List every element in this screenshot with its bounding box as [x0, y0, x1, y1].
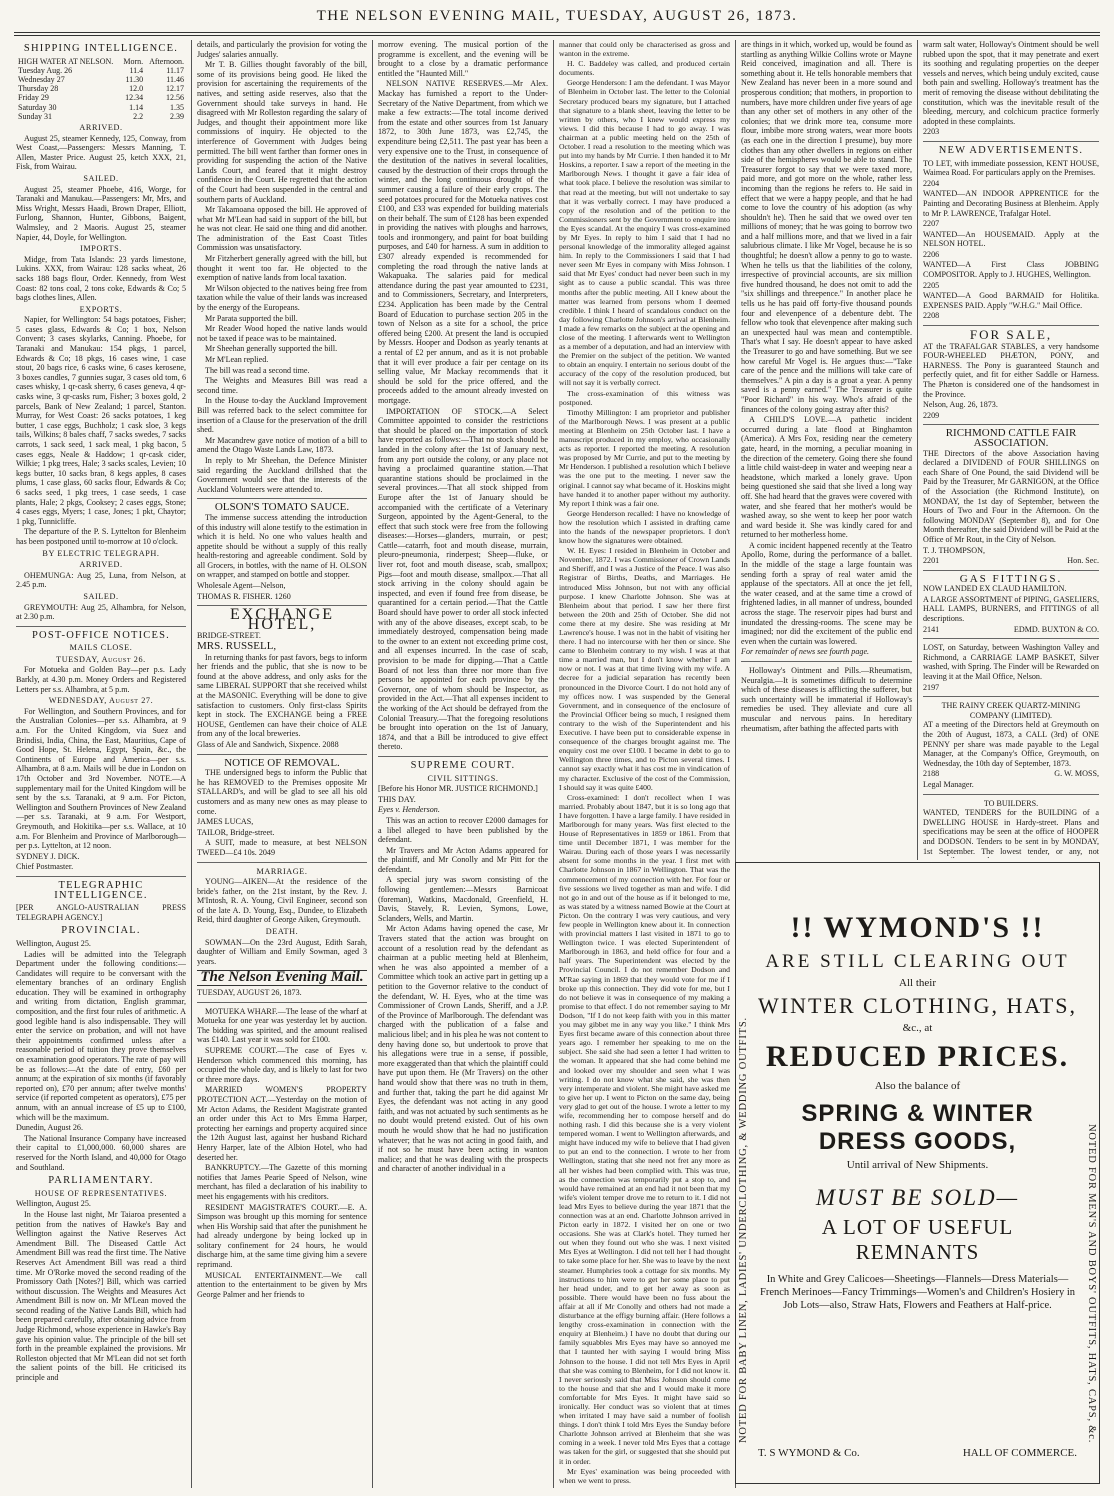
ad-footer: [923, 769, 1099, 779]
paper-date: TUESDAY, AUGUST 26, 1873.: [197, 988, 302, 998]
paragraph: The cross-examination of this witness was postponed.: [559, 388, 730, 407]
rule: [923, 141, 1099, 142]
ad-body: In White and Grey Calicoes—Sheetings—Flannels—Dress Materials—French Merinoes—Fancy Trimmings—Women's and Children's Hosiery in Job Lots—also, Straw Hats, Flowers and Feathers at Half-price.: [760, 1274, 1075, 1311]
paragraph: August 25, steamer Kennedy, 125, Conway, from West Coast,—Passengers: Messrs Manning, T. Allen, Master Price. August 25, ketch XXX, 21, Fisk, from Wairau.: [16, 133, 186, 172]
ad-body: WANTED, TENDERS for the BUILDING of a DWELLING HOUSE in Hardy-street. Plans and specifications may be seen at the office of HOOPER and DODSON. Tenders to be sent in by MONDAY, 1st September. The lowest tender, or any, not: [923, 808, 1099, 856]
rule: [741, 661, 912, 662]
court-case: Eyes v. Henderson.: [378, 805, 440, 815]
paragraph: Mr Sheehan generally supported the bill.: [205, 344, 338, 354]
subhead: WEDNESDAY, August 27.: [48, 696, 154, 706]
subhead: SAILED.: [83, 591, 119, 601]
section-title: NEW ADVERTISEMENTS.: [938, 144, 1084, 156]
section-title: TELEGRAPHIC INTELLIGENCE.: [54, 879, 148, 901]
ad-signature: EDMD. BUXTON & CO.: [1013, 624, 1099, 634]
paragraph: warm salt water, Holloway's Ointment should be well rubbed upon the spot, that it may penetrate and exert its soothing and regulating properties on the deeper vessels and nerves, which being unduly excited, cause both pain and swelling. Holloway's treatment has the merit of removing the disease without debilitating the constitution, which was the inevitable result of the bleeding, mercury, and colchicum practice formerly adopted in these complaints.: [923, 40, 1099, 126]
ad-signature-role: Legal Manager.: [923, 779, 974, 789]
ad-title: OLSON'S TOMATO SAUCE.: [214, 501, 350, 514]
paragraph: Mr T. B. Gillies thought favorably of the bill, some of its provisions being good. He liked the provision for ascertaining the requirements of the natives, and setting aside reserves, also that the Government should take surveys in hand. He disagreed with Mr Rolleston regarding the salary of Judges, and thought their appointment more like commissions of inquiry. He objected to the interference of Government with Judges being permitted. The bill went farther than former ones in providing for suspending the action of the Native Lands Court, and feared that it might destroy confidence in the Court. He regretted that the action of the Court had been suspended in the central and southern parts of Auckland.: [197, 60, 367, 204]
paragraph: details, and particularly the provision for voting the Judges' salaries annually.: [197, 40, 367, 59]
subhead: DEATH.: [265, 927, 299, 937]
ad-number: 2203: [923, 127, 940, 137]
paragraph: MUSICAL ENTERTAINMENT.—We call attention to the entertainment to be given by Mrs George Palmer and her friends to: [197, 1270, 367, 1299]
ad-signature: T. J. THOMPSON,: [923, 545, 985, 555]
ad-number: 2209: [923, 410, 940, 420]
rule: [197, 1002, 367, 1003]
ad-line: ARE STILL CLEARING OUT: [765, 951, 1070, 972]
notice: SOWMAN—On the 23rd August, Edith Sarah, daughter of William and Emily Sowman, aged 3 years.: [197, 937, 367, 966]
ad-agent: Wholesale Agent—Nelson,: [197, 581, 286, 591]
paragraph: Mr Fitzherbert generally agreed with the bill, but thought it went too far. He objected to the exemption of native lands from local taxation.: [197, 254, 367, 283]
column-separator: [191, 40, 192, 1488]
subhead: CIVIL SITTINGS.: [427, 773, 499, 783]
ad-signature: G. W. MOSS,: [1054, 769, 1099, 779]
ad-line: &c., at: [902, 1022, 933, 1034]
tide-row: Saturday 30 1.14 1.35: [18, 102, 184, 112]
ad-title: THE RAINY CREEK QUARTZ-MINING COMPANY (LIMITED).: [941, 701, 1081, 720]
paragraph: GREYMOUTH: Aug 25, Alhambra, for Nelson, at 2.30 p.m.: [16, 602, 186, 622]
ad-line: WINTER CLOTHING, HATS,: [758, 993, 1077, 1018]
ad-body: WANTED—AN INDOOR APPRENTICE for the Painting and Decorating Business at Blenheim. Apply to Mr P. LAWRENCE, Trafalgar Hotel.: [923, 189, 1099, 218]
section-title: SHIPPING INTELLIGENCE.: [23, 43, 179, 54]
court-day: THIS DAY.: [378, 794, 416, 804]
ad-footer: [923, 625, 1099, 635]
ad-title: FOR SALE,: [969, 327, 1053, 343]
ad-subtitle: NOW LANDED EX CLAUD HAMILTON.: [923, 584, 1067, 594]
ad-signature: THOMAS R. FISHER. 1260: [197, 591, 291, 601]
paragraph: W. H. Eyes: I resided in Blenheim in October and November, 1872. I was Commissioner of Crown Lands and Sheriff, and I was a Justice of the Peace. I was also Registrar of Births, Deaths, and Marriages. He introduced Miss Johnson, but not with any official purpose. I knew Charlotte Johnson. She was at Blenheim about that period. I saw her there first between the 20th and 25th of October. She did not come there at my desire. She was residing at Mr Lawrence's house. I was not in the habit of visiting her there. I had no intercourse with her then or since. She came to Blenheim contrary to my wish. I was at that time a married man, but I don't know whether I am now or not. I was at that time living with my wife. A decree for a judicial separation has recently been pronounced in the Divorce Court. I do not hold any of my offices now. I was suspended by the General Government, and in consequence of the enclosure of the Provincial Officer being so much, I resigned them contrary to the wish of the Superintendent and his Executive. I have been put to considerable expense in consequence of the charges brought against me. The enquiry cost me over £100. I became in debt to go to Wellington three times, and to Picton several times. I cannot say exactly what it has cost me in vindication of my character. Exclusive of the cost of the Commission, I should say it was quite £400.: [559, 546, 730, 792]
tide-header: Morn.: [123, 56, 144, 66]
paragraph: H. C. Baddeley was called, and produced certain documents.: [559, 59, 730, 78]
masthead-rule: [14, 32, 1100, 33]
ad-number: 2188: [923, 769, 940, 779]
paragraph: A comic incident happened recently at the Teatro Apollo, Rome, during the performance of a ballet. In the middle of the stage a large fountain was sending forth a spray of real water amid the applause of the spectators. All at once the jet fell, the water ceased, and at the same time a crowd of frightened ladies, in all manner of undress, bounded across the stage. The reservoir pipes had burst and inundated the dressing-rooms. The scene may be imagined; nor did the excitement of the public end even when the curtain was lowered.: [741, 540, 912, 646]
tide-row: Thursday 28 12.0 12.17: [18, 84, 184, 94]
ad-number: 2201: [923, 556, 940, 566]
paragraph: NELSON NATIVE RESERVES.—Mr Alex. Mackay has furnished a report to the Under-Secretary of the Native Department, from which we make a few extracts:—The total income derived from the estate and other sources from 1st January 1872, to 30th June 1873, was £2,745, the expenditure being £2,511. The past year has been a very expensive one to the Trust, in consequence of the destitution of the natives in several localities, caused by the destruction of their crops through the winter, and the long continuous drought of the summer causing a failure of their early crops. The seed potatoes procured for the Motueka natives cost £100, and £33 was expended for building materials on their behalf. The sum of £128 has been expended in providing the natives with ploughs and harrows, tools and ironmongery, and paint for boat building purposes, and £40 for harness. A sum in addition to £307 already expended is recommended for completing the road through the native lands at Wakapuaka. The salaries paid for medical attendance during the past year amounted to £231, and to Commissioners, Secretary, and Interpreters, £234. Application has been made by the Central Board of Education to purchase section 205 in the town of Nelson as a site for a school, the price offered being £200. At present the land is occupied by Messrs. Hooper and Dodson as yearly tenants at a rental of £2 per annum, and as it is not probable that it will ever produce a fair per centage on its selling value, Mr Mackay recommends that it should be sold for the price offered, and the proceeds added to the amount already invested on mortgage.: [378, 79, 548, 405]
masthead: THE NELSON EVENING MAIL, TUESDAY, AUGUST 26, 1873.: [316, 8, 798, 24]
paragraph: BANKRUPTCY.—The Gazette of this morning notifies that James Pearie Speed of Nelson, wine merchant, has filed a declaration of his inability to meet his engagements with his creditors.: [197, 1163, 367, 1201]
ad-title: TO BUILDERS.: [983, 798, 1039, 808]
tide-row: Tuesday Aug. 26 11.4 11.17: [18, 65, 184, 75]
rule: [16, 626, 186, 627]
tide-header: HIGH WATER AT NELSON.: [18, 56, 114, 66]
dateline: Wellington, August 25.: [16, 938, 91, 948]
paragraph: OHEMUNGA: Aug 25, Luna, from Nelson, at 2.45 p.m.: [16, 570, 186, 590]
notice: YOUNG—AIKEN—At the residence of the bride's father, on the 21st instant, by the Rev. J. M'Intosh, R. A. Young, Civil Engineer, second son of the late A. D. Young, Esq., Dundee, to Elizabeth Reid, third daughter of George Aiken, Greymouth.: [197, 877, 367, 925]
paragraph: For Wellington, and Southern Provinces, and for the Australian Colonies—per s.s. Alhambra, at 9 a.m. For the United Kingdom, via Suez and Brindisi, India, China, the East, Mauritius, Cape of Good Hope, St. Helena, Egypt, Spain, &c., the Continents of Europe and America—per s.s. Alhambra, at 8 a.m. Mails will be due in London on 17th October and 3rd November. NOTE.—A supplementary mail for the United Kingdom will be sent by the s.s. Taranaki, at 9 a.m. For Picton, Wellington and Southern Provinces of New Zealand—per s.s. Taranaki, at 9 a.m. For Westport, Greymouth, and Hokitika—per s.s. Wallace, at 10 a.m. For Blenheim and Province of Marlborough—per p.s. Lyttelton, at 12 noon.: [16, 706, 186, 851]
paragraph: MOTUEKA WHARF.—The lease of the wharf at Motueka for one year was yesterday let by auction. The bidding was spirited, and the amount realised was £140. Last year it was sold for £100.: [197, 1006, 367, 1045]
ad-headline: REDUCED PRICES.: [765, 1040, 1070, 1073]
section-title: PARLIAMENTARY.: [48, 1175, 154, 1187]
paragraph: The Weights and Measures Bill was read a second time.: [197, 376, 367, 395]
ad-signature-role: Hon. Sec.: [1067, 556, 1099, 566]
column-4: [559, 40, 730, 1488]
subhead: MARRIAGE.: [256, 866, 308, 876]
ad-body: THE Directors of the above Association having declared a DIVIDEND of FOUR SHILLINGS on each Share of One Pound, the said Dividend will be Paid by the Treasurer, Mr GARNIGON, at the Office of the Association (the Richmond Institute), on MONDAY, the 1st day of September, between the Hours of Two and Four in the Afternoon. On the following MONDAY (September 8), and for One Month thereafter, the said Dividend will be Paid at the Office of Mr Rout, in the City of Nelson.: [923, 448, 1099, 544]
tide-table: [16, 57, 186, 121]
tide-row: Wednesday 27 11.30 11.46: [18, 75, 184, 84]
subhead: TUESDAY, August 26.: [56, 654, 146, 664]
rule: [197, 754, 367, 755]
paragraph: Mr M'Lean replied.: [205, 355, 269, 364]
ad-number: 2207: [923, 219, 940, 229]
subhead: SAILED.: [83, 173, 119, 183]
ad-name: JAMES LUCAS,: [197, 817, 254, 827]
ad-number: 2208: [923, 311, 940, 321]
paragraph: The departure of the P. S. Lyttelton for Blenheim has been postponed until to-morrow at 10 o'clock.: [16, 527, 186, 546]
subhead: BY ELECTRIC TELEGRAPH.: [42, 548, 160, 558]
ad-body: AT a meeting of the Directors held at Greymouth on the 20th of August, 1873, a CALL (3rd) of ONE PENNY per share was made payable to the Legal Manager, at the Company's Office, Greymouth, on Wednesday, the 10th day of September, 1873.: [923, 720, 1099, 768]
ad-body: In returning thanks for past favors, begs to inform her friends and the public, that she is now to be found at the above address, and only asks for the same LIBERAL SUPPORT that she received whilst at the MASONIC. Everything will be done to give satisfaction to customers. Only first-class Spirits kept in stock. The EXCHANGE being a FREE HOUSE, Gentlemen can have their choice of ALE from any of the local breweries.: [197, 652, 367, 739]
paragraph: Timothy Millington: I am proprietor and publisher of the Marlborough News. I was present at a public meeting at Blenheim on 25th October last. I have a manuscript produced in my employ, who occasionally acts as reporter. I reported the meeting. A resolution was proposed by Mr Currie, and put to the meeting by Mr Henderson. I published a resolution which I believe was the one put to the meeting. I never saw the original. I cannot say what became of it. Hoskins might have handed it to another paper without my authority. My report I think was a fair one.: [559, 407, 730, 508]
paragraph: George Henderson: I am the defendant. I was Mayor of Blenheim in October last. The letter to the Colonial Secretary produced bears my signature, but I attached that signature to a blank sheet, leaving the letter to be written by others, who I knew would express my views. I did this because I had to go away. I was chairman at a public meeting held on the 25th of October. I read a resolution to the meeting which was put into my hands by Mr Currie. I then handed it to Mr Hoskins, a reporter. I saw a report of the meeting in the Marlborough News. I thought it gave a fair idea of what took place. I believe the resolution was similar to that read at the meeting, but will not undertake to say that it was verbally correct. I may have produced a copy of the resolution and of the petition to the Commissioners sent by the Government to enquire into the Eyes scandal. At the enquiry I was cross-examined by Mr Eyes. In reply to him I said that I had no personal knowledge of the immorality alleged against him. In reply to the Commissioners I said that I had never seen Mr Eyes in company with Miss Johnson. I said that Mr Eyes' conduct had never been such in my sight as to cause a public scandal. This was three months after the public meeting. All I knew about the matter was learned from persons whom I deemed credible. I think I heard of scandalous conduct on the day following Charlotte Johnson's arrival at Blenheim. I made a few remarks on the subject at the opening and close of the meeting. I afterwards went to Wellington as a member of a deputation, and had an interview with the Premier on the subject of the petition. We wanted to obtain an enquiry. I entertain no serious doubt of the accuracy of the copy of the resolution produced, but will not say it is verbally correct.: [559, 78, 730, 388]
masthead-rule: [14, 35, 1100, 36]
ad-body: WANTED—A Good BARMAID for Holitika. EXPENSES PAID. Apply "W.H.G." Mail Office.: [923, 291, 1099, 310]
ad-footer: [758, 1447, 1077, 1459]
ad-number: 2205: [923, 280, 940, 290]
subhead: ARRIVED.: [79, 123, 123, 133]
tide-row: Friday 29 12.34 12.56: [18, 93, 184, 103]
paragraph: Ladies will be admitted into the Telegraph Department under the following conditions:—Candidates will require to be conversant with the elementary branches of an ordinary English education. They will be examined in orthography and writing from dictation, English grammar, composition, and the first four rules of arithmetic. A good legible hand is also indispensable. They will enter the service on probation, and will not have their appointments confirmed unless after a reasonable period of tuition they prove themselves on examination good operators. The rate of pay will be as follows:—At the date of entry, £60 per annum; at the expiration of six months (if favorably reported on), £70 per annum; after twelve months' service (if reported competent as operators), £75 per annum, with an annual increase of £5 up to £100, which will be the maximum.: [16, 949, 186, 1122]
paragraph: Mr Reader Wood hoped the native lands would not be taxed if peace was to be maintained.: [197, 324, 367, 343]
ad-footer: A SUIT, made to measure, at best NELSON TWEED—£4 10s. 2049: [197, 838, 367, 857]
paragraph: In the House to-day the Auckland Improvement Bill was referred back to the select committee for insertion of a Clause for the preservation of the drill shed.: [197, 396, 367, 435]
ad-body: THE undersigned begs to inform the Public that he has REMOVED to the Premises opposite Mr STALLARD's, and will be glad to see all his old customers and as many new ones as may please to come.: [197, 768, 367, 816]
ad-merchant: T. S WYMOND & Co.: [758, 1447, 860, 1459]
ad-side-text: NOTED FOR BABY LINEN, LADIES' UNDERCLOTHING, & WEDDING OUTFITS.: [738, 1017, 749, 1443]
rule: [197, 498, 367, 499]
paragraph: Cross-examined: I don't recollect when I was married. Probably about 1847, but it is so long ago that I have forgotten. I have a large family. I have resided in Marlborough for many years. Was first elected to the House of Representatives in 1859 or 1861. From that time until December 1871, I was member for the Wairau. During each of those years I was necessarily absent for some months in the year. I first met with Charlotte Johnson in 1867 in Wellington. That was the commencement of my connection with her. For four or five sessions we lived together as man and wife. I did not go in and out of the house as if it belonged to me, as was stated by a witness named Bowie at the Court at Picton. On the contrary I was very cautious, and very few people in Wellington knew about it. In connection with provincial matters I last visited in 1871 to go to Wellington twice. I was elected Superintendent of Marlborough in 1863, and held office for four and a half years. The Superintendent was elected by the Provincial Council. I do not remember Dodson and M'Rae saying in 1869 that they would vote for me if I broke up this connection. They did vote for me, but I do not believe it was in consequence of my making a promise to that effect. I do not remember saying to Mr Dodson, "If I do not keep faith with you in this matter you may gibbet me in any way you like." I think Mrs Eyes first became aware of this connection about three years ago. I remember her speaking to me on the subject. She said she had seen a letter I had written to the woman. It appeared that she had come behind me and looked over my shoulder and seen what I was writing. I do not know what she said, she was then very intemperate and violent. She might have asked me to give her up. I went to Picton on the same day, being very glad to get out of the house. I wrote a letter to my wife, recommending her to compose herself and do nothing rash. I did this because she is a very violent tempered woman. I went to Wellington afterwards, and might have induced my wife to believe that I had given to put an end to the connection. I wrote to her from Wellington, stating that she need not fret any more as all her wishes had been complied with. This was true, as the connection was temporarily put a stop to, and would have remained at an end had it not been that my wife's violent temper drove me to return to it. I did not lead Mrs Eyes to believe during the year 1871 that the connection was at an end. Charlotte Johnson arrived in Picton early in 1872. I visited her on one or two occasions. She was at Clark's hotel. They turned her out when they found out who she was. I next visited Mrs Eyes at Wellington. I did not tell her I had thought to take some place for her. She was to leave by the next steamer. Humphries took a cottage for six months. My instructions to him were to get her some place to put her head under, and to get her away as soon as possible. There would have been no fuss about the affair at all if Mr Conolly and others had not made a disturbance at the effigy burning affair. (Here follows a lengthy cross-examination in connection with the enquiry at Blenheim.) I have no doubt that during our family squabbles Mrs Eyes may have so annoyed me that I taunted her with saying I would bring Miss Johnson to the house. I did not tell Mrs Eyes in April that she was coming to Blenheim, for I did not know it. I never seriously said that Miss Johnson should come to the house and that she and I would make it more comfortable for Mrs Eyes. It might have said so ironically. Her conduct was so violent that at times when irritated I may have said a number of foolish things. I don't think I told Mrs Eyes the Sunday before Charlotte Johnson arrived at Blenheim that she was coming in a week. I never told Mrs Eyes that a cottage was taken for the girl, or suggested that she should put it in order.: [559, 792, 730, 1466]
column-1: [16, 40, 186, 1488]
ad-headline: !! WYMOND'S !!: [790, 911, 1045, 944]
court-before: [Before his Honor MR. JUSTICE RICHMOND.]: [378, 784, 538, 794]
paragraph: Midge, from Tata Islands: 23 yards limestone, Lukins. XXX, from Wairau: 128 sacks wheat, 26 sacks 188 bags flour, Order. Kennedy, from West Coast: 82 tons coal, 2 tons coke, Edwards & Co; 5 bags clothes lines, Allen.: [16, 254, 186, 303]
dateline: Wellington, August 25.: [16, 1199, 91, 1209]
paragraph: For Motueka and Golden Bay—per p.s. Lady Barkly, at 4.30 p.m. Money Orders and Registered Letters per s.s. Alhambra, at 5 p.m.: [16, 665, 186, 694]
ad-headline: MUST BE SOLD—: [815, 1185, 1020, 1210]
paragraph: MARRIED WOMEN'S PROPERTY PROTECTION ACT.—Yesterday on the motion of Mr Acton Adams, the Resident Magistrate granted an order under this Act to Mrs Emma Harper, protecting her earnings and property acquired since the 12th August last, against her husband Richard Henry Harper, late of the Albion Hotel, who had deserted her.: [197, 1085, 367, 1162]
ad-number: 2206: [923, 249, 940, 259]
ad-name: MRS. RUSSELL,: [197, 640, 277, 653]
ad-body: TO LET, with immediate possession, KENT HOUSE, Waimea Road. For particulars apply on the Premises.: [923, 158, 1099, 178]
paragraph: George Henderson recalled: I have no knowledge of how the resolution which I assisted in drafting came into the hands of the newspaper proprietors. I don't know how the signatures were obtained.: [559, 508, 730, 546]
ad-content: [758, 863, 1077, 1483]
tide-header: Afternoon.: [149, 56, 184, 66]
column-separator: [372, 40, 373, 1488]
paragraph: Holloway's Ointment and Pills.—Rheumatism, Neuralgia.—It is sometimes difficult to determine which of these diseases is afflicting the sufferer, but such uncertainty will be immaterial if Holloway's remedies be used. They alleviate and cure all muscular and nervous pains. In hereditary rheumatism, after bathing the affected parts with: [741, 666, 912, 733]
column-2: [197, 40, 367, 1488]
tide-row: Sunday 31 2.2 2.39: [18, 111, 184, 121]
column-6: [923, 40, 1099, 858]
column-3: [378, 40, 548, 1488]
signature: SYDNEY J. DICK.: [16, 851, 80, 861]
ad-number: 2141: [923, 624, 940, 634]
section-title: SUPREME COURT.: [410, 759, 516, 771]
section-title: POST-OFFICE NOTICES.: [32, 629, 170, 641]
paragraph: morrow evening. The musical portion of the programme is excellent, and the evening will be brought to a close by a dramatic performance entitled the "Haunted Mill.": [378, 40, 548, 78]
ad-number: 2204: [923, 178, 940, 188]
subhead: IMPORTS.: [80, 244, 122, 254]
ad-body: AT the TRAFALGAR STABLES, a very handsome FOUR-WHEELED PHÆTON, PONY, and HARNESS. The Pony is guaranteed Staunch and perfectly quiet, and fit for either Saddle or Harness. The Phæton is considered one of the handsomest in the Province.: [923, 341, 1099, 399]
subhead: MAILS CLOSE.: [69, 643, 133, 653]
rule: [923, 638, 1099, 639]
paragraph: Napier, for Wellington: 54 bags potatoes, Fisher; 5 cases glass, Edwards & Co; 1 box, Nelson Convent; 3 cases skylarks, Canning. Phoebe, for Taranaki and Manukau: 154 pkgs, 1 parcel, Edwards & Co; 18 pkgs, 16 cases wine, 1 case stout, 20 bags rice, 6 casks wine, 6 cases kerosene, 3 boxes candles, 7 gunnies sugar, 3 cases old tom, 6 cases whisky, 1 qr-cask sherry, 6 cases geneva, 4 qr-casks wine, 3 qr-casks rum, Fisher; 3 boxes gold, 2 parcels, Bank of New Zealand; 1 parcel, Stanton. Murray, for West Coast: 26 sacks potatoes, 1 keg butter, 1 case eggs, Buchholz; 1 cask sloe, 3 kegs tails, Wilkins; 8 bales chaff, 7 sacks swedes, 7 sacks carrots, 1 sack seed, 1 sack meal, 1 pkg bacon, 5 cases eggs, Neale & Haddow; 1 qr-cask cider, Wilkie; 1 pkg trees, Hale; 3 sacks scales, Levien; 10 kegs butter, 10 sacks bran, 8 kegs apples, 8 cases plums, 1 case glass, 60 sacks flour, Edwards & Co; 6 sacks seed, 1 pkg trees, 1 case seeds, 1 case plants, Hale; 2 pkgs, Cooksey; 2 cases eggs, Stone; 4 cases eggs, Myers; 1 case, Jones; 1 pkt, Chaytor; 1 pkg, Tunnicliffe.: [16, 315, 186, 526]
subhead: EXPORTS.: [79, 304, 123, 314]
paragraph: For remainder of news see fourth page.: [741, 647, 870, 657]
paragraph: Mr Acton Adams having opened the case, Mr Travers stated that the action was brought on account of a resolution read by the defendant as chairman at a public meeting held at Blenheim, when he was also appointed a member of a Committee which took an active part in getting up a petition to the Governor relative to the conduct of the defendant, W. H. Eyes, who at the time was Commissioner of Crown Lands, Sheriff, and a J.P. of the Province of Marlborough. The defendant was charged with the publication of a false and malicious libel; and in his plea he was not content to deny having done so, but undertook to prove that his allegations were true in a sense, if possible, more exaggerated than that which the plaintiff could have put upon them. He (Mr Travers) on the other hand would show that there was no truth in them, and further that, taking the part he did against Mr Eyes, the defendant was not acting in any good faith, and was not actuated by such sentiments as he no doubt would pretend existed. Out of his own mouth he would show that he had no justification whatever; that he was not acting in good faith, and if not so he must have been acting in wanton malice; and that he was dealing with the prospects and character of another individual in a: [378, 924, 548, 1174]
ad-title: NOTICE OF REMOVAL.: [224, 756, 340, 769]
ad-body: LOST, on Saturday, between Washington Valley and Richmond, a CARRIAGE LAMP BASKET, Silver washed, with Spring. The Finder will be Rewarded on leaving it at the Mail Office, Nelson.: [923, 643, 1099, 682]
rule: [923, 570, 1099, 571]
paragraph: August 25, steamer Phoebe, 416, Worge, for Taranaki and Manukau.—Passengers: Mr, Mrs, and Miss Wright, Messrs Haadi, Brown Draper, Elliott, Furlong, Shannon, Hunter, Gibbons, Baigent, Walmsley, and 2 Maoris. August 25, steamer Napier, 44, Doyle, for Wellington.: [16, 184, 186, 242]
ad-subtitle: BRIDGE-STREET.: [197, 631, 261, 641]
ad-body: WANTED—A First Class JOBBING COMPOSITOR. Apply to J. HUGHES, Wellington.: [923, 260, 1099, 280]
ad-body: WANTED—An HOUSEMAID. Apply at the NELSON HOTEL.: [923, 229, 1099, 249]
paragraph: Mr Takamoana opposed the bill. He approved of what Mr M'Lean had said in support of the bill, but he was not clear. He said one thing and did another. The administration of the East Coast Titles Commission was unsatisfactory.: [197, 205, 367, 253]
paragraph: Mr Wilson objected to the natives being free from taxation while the value of their lands was increased by the energy of the Europeans.: [197, 283, 367, 313]
ad-body: A LARGE ASSORTMENT of PIPING, GASELIERS, HALL LAMPS, BURNERS, and FITTINGS of all descriptions.: [923, 594, 1099, 624]
paragraph: A special jury was sworn consisting of the following gentlemen:—Messrs Barnicoat (foreman), Watkins, Macdonald, Greenfield, H. Davis, Stavely, R. Levien, Symons, Lowe, Sclanders, Wells, and Martin.: [378, 875, 548, 923]
ad-footer: Glass of Ale and Sandwich, Sixpence. 2088: [197, 739, 339, 749]
rule: [923, 424, 1099, 425]
paragraph: manner that could only be characterised as gross and wanton in the extreme.: [559, 40, 730, 59]
rule: [923, 325, 1099, 326]
wymonds-advertisement: [735, 862, 1100, 1484]
ad-trade: TAILOR, Bridge-street.: [197, 827, 275, 837]
paragraph: RESIDENT MAGISTRATE'S COURT.—E. A. Simpson was brought up this morning for sentence when His Worship said that after the punishment he had already undergone by being locked up in solitary confinement for 24 hours, he would discharge him, at the same time giving him a severe reprimand.: [197, 1202, 367, 1270]
ad-body: The immense success attending the introduction of this industry will alone testify to the estimation in which it is held. No one who values health and appetite should be without a supply of this really health-restoring and agreeable condiment. Sold by all Grocers, in bottles, with the name of H. OLSON on wrapper, and stamped on bottle and stopper.: [197, 512, 367, 580]
section-title: PROVINCIAL.: [61, 925, 141, 937]
paragraph: The bill was read a second time.: [205, 365, 310, 375]
rule: [923, 696, 1099, 697]
subhead: [PER ANGLO-AUSTRALIAN PRESS TELEGRAPH AGENCY.]: [16, 903, 186, 922]
paragraph: In the House last night, Mr Taiaroa presented a petition from the natives of Hawke's Bay and Wellington against the Native Reserves Act Amendment Bill. The Diseased Cattle Act Amendment Bill was read the first time. The Native Reserves Act Amendment Bill was read a third time. Mr O'Rorke moved the second reading of the Promissory Oath [Notes?] Bill, which was carried without discussion. The Weights and Measures Act Amendment Bill is now on. Mr M'Lean moved the second reading of the Native Lands Bill, which had been prepared carefully, after obtaining advice from Judge Richmond, whose experience in Hawke's Bay gave his opinion value. The principle of the bill set forth in the preamble explained the provisions. Mr Rolleston objected that Mr M'Lean did not set forth the salient points of the bill. He criticised its principle and: [16, 1209, 186, 1383]
paragraph: A CHILD'S LOVE.—A pathetic incident occurred during a late flood at Binghamton (America). A Mrs Fox, residing near the cemetery gate, heard, in the morning, a peculiar moaning in the direction of the cemetery. Going there she found a little child waist-deep in water and weeping near a headstone, which marked a lonely grave. Upon being questioned she said that she lived a long way off. She had heard that the graves were covered with water, and she feared that her mother's would be washed away, so she went to keep her poor watch and ward beside it. She was kindly cared for and returned to her motherless home.: [741, 415, 912, 540]
paragraph: are things in it which, worked up, would be found as startling as anything Wilkie Collins wrote or Mayne Reid conceived, imagination and all. There is something about it. He tells honorable members that New Zealand has never been in a more sound and prosperous condition; that mothers, in proportion to numbers, have more children under five years of age than any other set of mothers in any other of the colonies; that we drink more tea, consume more flour, imbibe more strong waters, wear more boots (as each one in the direction I presume), buy more clothes than any other dwellers in regions on either side of the hemispheres would be able to stand. The Treasurer forgot to say that we were taxed more, paid more, and got more on the whole, rather less incoming than the regions he refers to. He said in effect that we were a happy people, and that he had come to love the country of his adoption (as why shouldn't he). Then he said that we owed over ten millions of money; that he was going to borrow two and a half millions more, and that we lived in a fair salubrious climate. I like Mr Vogel, because he is so thoughtful; he doesn't allow a penny to go to waste. When he tells us that the liabilities of the colony, irrespective of provincial accounts, are six million five hundred thousand, he does not omit to add the "six shillings and threepence." In another place he tells us he has paid off forty-five thousand pounds four and elevenpence of a debenture debt. The fellow who took that elevenpence after making such an unexpected haul was mean and contemptible. That's what I say. He doesn't appear to have asked the Treasurer to go and have something. But we see how careful Mr Vogel is. He argues thus:—"Take care of the pence and the millions will take care of themselves." A pin a day is a groat a year. A penny saved is a penny earned." The Treasurer is quite "Poor Richard" in his way. Who's afraid of the finances of the colony going astray after this?: [741, 40, 912, 414]
paragraph: Mr Travers and Mr Acton Adams appeared for the plaintiff, and Mr Conolly and Mr Pitt for the defendant.: [378, 845, 548, 874]
column-separator: [553, 40, 554, 1488]
paper-nameplate: The Nelson Evening Mail.: [197, 970, 367, 986]
paragraph: Mr Parata supported the bill.: [205, 313, 298, 323]
ad-title: GAS FITTINGS.: [959, 572, 1063, 585]
ad-title: EXCHANGE HOTEL,: [230, 606, 334, 633]
ad-line: All their: [899, 977, 936, 989]
ad-headline: A LOT OF USEFUL REMNANTS: [821, 1215, 1014, 1264]
ad-title: RICHMOND CATTLE FAIR ASSOCIATION.: [945, 427, 1077, 449]
paragraph: IMPORTATION OF STOCK.—A Select Committee appointed to consider the restrictions that should be placed on the importation of stock have reported as follows:—That no stock should be landed in the colony after the 1st of January next, from any port outside the colony, or any place not having a proclaimed quarantine station.—That quarantine stations should be proclaimed in the several provinces.—That all stock shipped from Europe after the 1st of January should be accompanied with the certificate of a Veterinary Surgeon, appointed by the Agent-General, to the effect that such stock were free from the following diseases:—Horses—glanders, murrain, or pest; Cattle—catarrh, foot and mouth disease, murrain, pleuro-pneumonia, rinderpest; Sheep—fluke, or liver rot, foot and mouth disease, scab, smallpox; Pigs—foot and mouth disease, smallpox.—That all stock arriving in the colony should again be inspected, and even if found free from disease, be quarantined for a certain period.—That the Cattle Board should have power to order all stock infected with any of the above diseases, except scab, to be immediately destroyed, compensation being made to the owner to an extent not exceeding prime cost, and all expenses incurred. In the case of scab, provision to be made for dipping.—That a Cattle Board of not less than three nor more than five persons be appointed for each province by the Governor, one of whom should be Inspector, as provided in the Act.—That all expenses incident to the working of the Act should be defrayed from the Colonial Treasury.—That the foregoing resolutions be brought into operation on the 1st of January, 1874, and that a Bill be introduced to give effect thereto.: [378, 406, 548, 752]
ad-number: 2197: [923, 682, 940, 692]
paragraph: In reply to Mr Sheehan, the Defence Minister said regarding the Auckland drillshed that the Government would see that the interests of the Auckland Volunteers were attended to.: [197, 455, 367, 494]
paragraph: Mr Macandrew gave notice of motion of a bill to amend the Otago Waste Lands Law, 1873.: [197, 435, 367, 455]
paragraph: SUPREME COURT.—The case of Eyes v. Henderson which commenced this morning, has occupied the whole day, and is likely to last for two or three more days.: [197, 1046, 367, 1084]
ad-location: HALL OF COMMERCE.: [962, 1447, 1077, 1459]
ad-footer: [923, 556, 1099, 566]
rule: [16, 876, 186, 877]
subhead: HOUSE OF REPRESENTATIVES.: [34, 1188, 168, 1198]
paragraph: This was an action to recover £2000 damages for a libel alleged to have been published by the defendant.: [378, 815, 548, 845]
ad-line: Also the balance of: [874, 1080, 961, 1092]
signature-role: Chief Postmaster.: [16, 862, 74, 872]
paragraph: Mr Eyes' examination was being proceeded with when we went to press.: [559, 1466, 730, 1485]
column-5: [741, 40, 912, 858]
dateline: Dunedin, August 26.: [16, 1123, 83, 1133]
subhead: ARRIVED.: [79, 560, 123, 570]
paragraph: The National Insurance Company have increased their capital to £1,000,000. 60,000 shares are reserved for the North Island, and 40,000 for Otago and Southland.: [16, 1133, 186, 1172]
rule: [197, 862, 367, 863]
column-separator: [917, 40, 918, 860]
rule: [378, 756, 548, 757]
ad-side-text: NOTED FOR MEN'S AND BOYS' OUTFITS, HATS, CAPS, &c.: [1086, 1123, 1097, 1443]
ad-date: Nelson, Aug. 26, 1873.: [923, 400, 998, 410]
rule: [923, 794, 1099, 795]
ad-line: Until arrival of New Shipments.: [846, 1159, 989, 1171]
ad-headline: SPRING & WINTER DRESS GOODS,: [801, 1100, 1034, 1155]
